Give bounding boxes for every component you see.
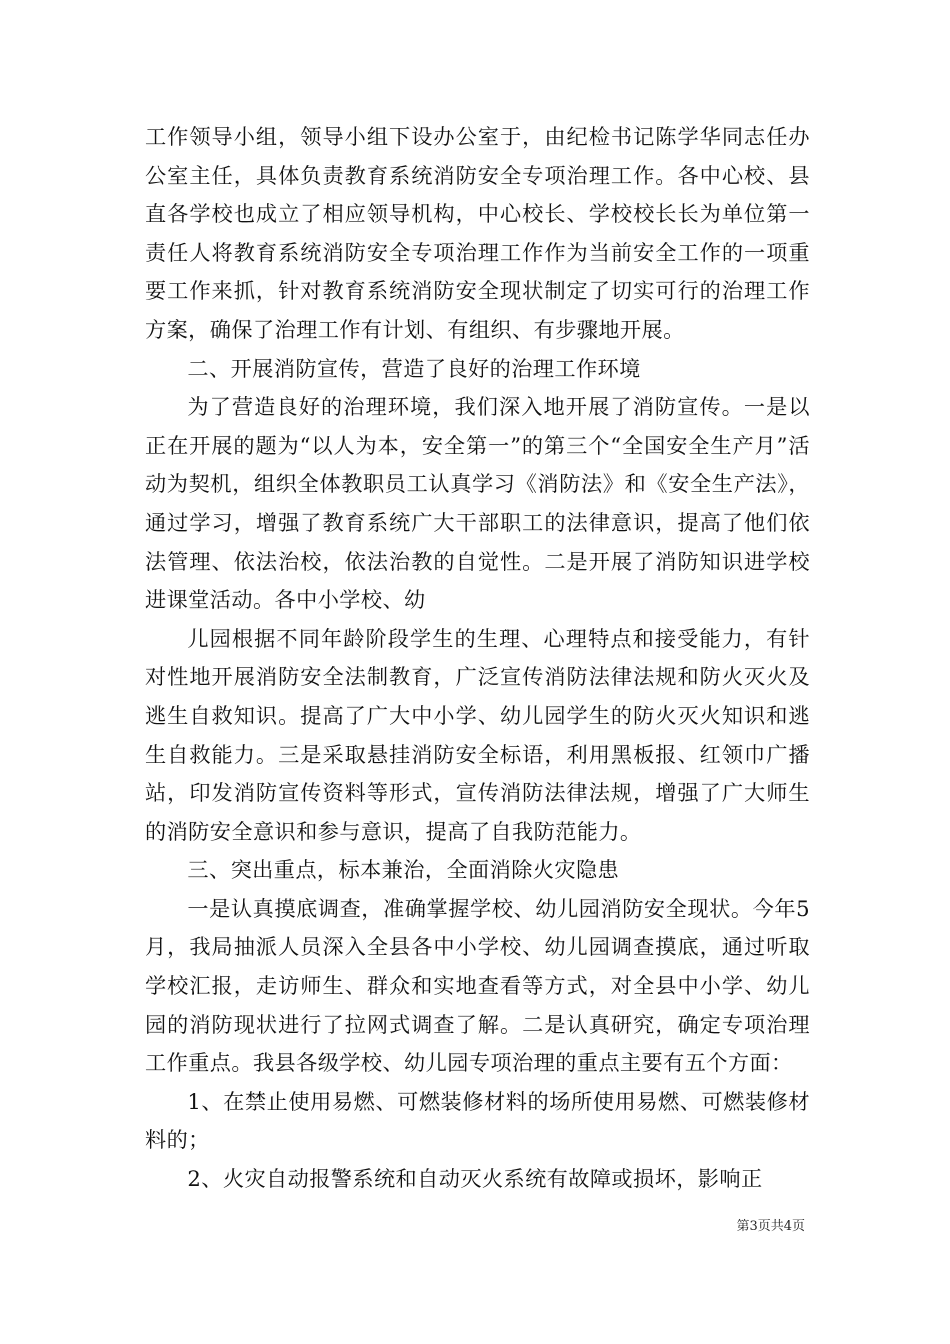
paragraph-leadership-group: 工作领导小组，领导小组下设办公室于，由纪检书记陈学华同志任办公室主任，具体负责教育系统消防安全专项治理工作。各中心校、县直各学校也成立了相应领导机构，中心校长、学校校长长为单位第一责任人将教育系统消防安全专项治理工作作为当前安全工作的一项重要工作来抓，针对教育系统消防安全现状制定了切实可行的治理工作方案，确保了治理工作有计划、有组织、有步骤地开展。 [145, 124, 810, 342]
section-heading-eliminate-hazards: 三、突出重点，标本兼治，全面消除火灾隐患 [187, 857, 620, 883]
paragraph-investigation: 一是认真摸底调查，准确掌握学校、幼儿园消防安全现状。今年5月，我局抽派人员深入全县各中小学校、幼儿园调查摸底，通过听取学校汇报，走访师生、群众和实地查看等方式，对全县中小学、幼儿园的消防现状进行了拉网式调查了解。二是认真研究，确定专项治理工作重点。我县各级学校、幼儿园专项治理的重点主要有五个方面： [145, 895, 810, 1076]
page-number: 第3页共4页 [736, 1219, 805, 1234]
list-item-1: 1、在禁止使用易燃、可燃装修材料的场所使用易燃、可燃装修材料的； [145, 1088, 810, 1153]
document-body [145, 118, 810, 1199]
paragraph-kindergarten-education: 儿园根据不同年龄阶段学生的生理、心理特点和接受能力，有针对性地开展消防安全法制教育，广泛宣传消防法律法规和防火灭火及逃生自救知识。提高了广大中小学、幼儿园学生的防火灭火知识和逃生自救能力。三是采取悬挂消防安全标语，利用黑板报、红领巾广播站，印发消防宣传资料等形式，宣传消防法律法规，增强了广大师生的消防安全意识和参与意识，提高了自我防范能力。 [145, 625, 810, 844]
paragraph-publicity-activities: 为了营造良好的治理环境，我们深入地开展了消防宣传。一是以正在开展的题为“以人为本，安全第一”的第三个“全国安全生产月”活动为契机，组织全体教职员工认真学习《消防法》和《安全生产法》，通过学习，增强了教育系统广大干部职工的法律意识，提高了他们依法管理、依法治校，依法治教的自觉性。二是开展了消防知识进学校进课堂活动。各中小学校、幼 [145, 394, 810, 613]
list-item-2: 2、火灾自动报警系统和自动灭火系统有故障或损坏，影响正 [187, 1166, 763, 1192]
section-heading-fire-publicity: 二、开展消防宣传，营造了良好的治理工作环境 [187, 355, 641, 381]
